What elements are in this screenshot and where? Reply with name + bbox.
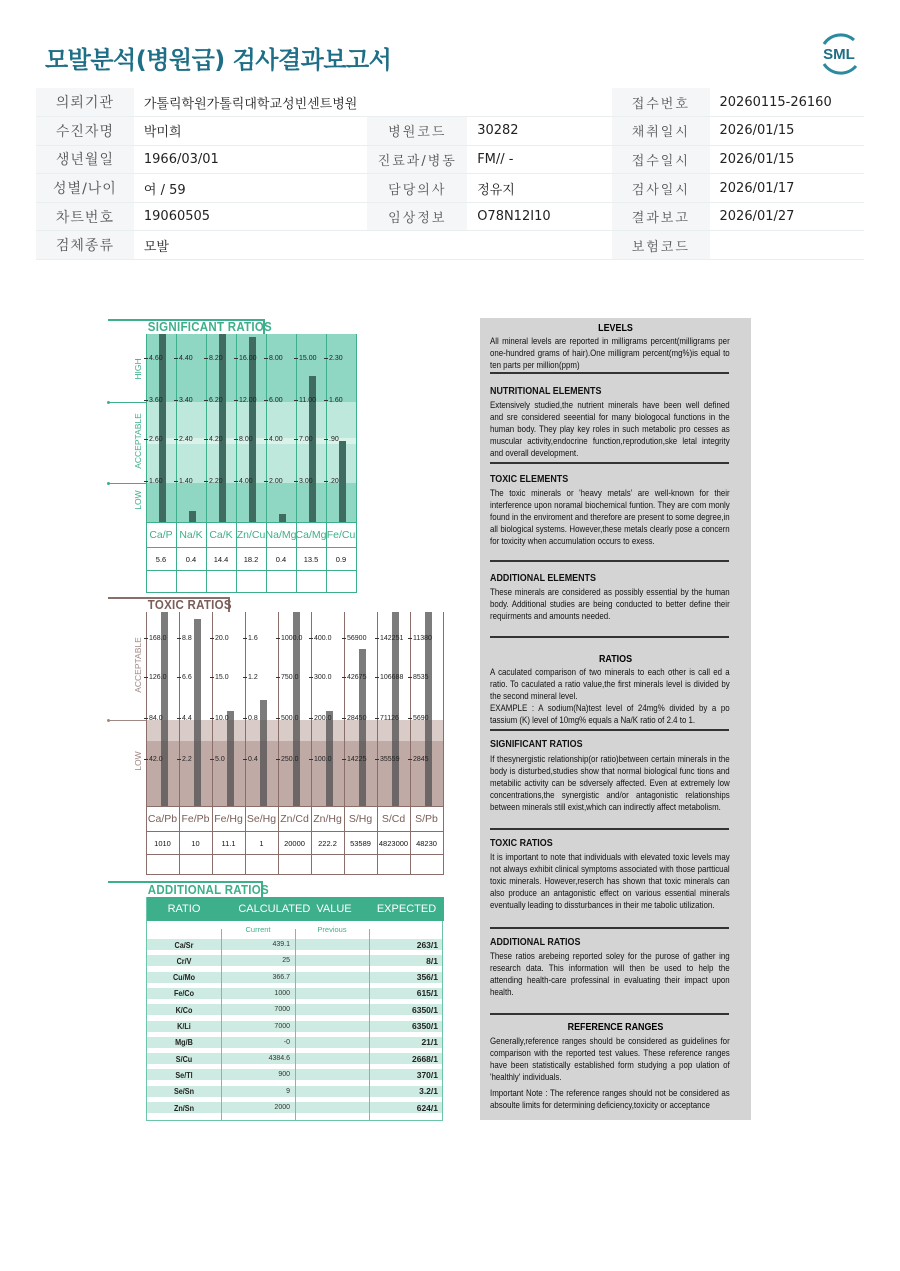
tick-label: 42.0 bbox=[144, 756, 163, 763]
current-value: 7000 bbox=[274, 1022, 290, 1030]
bar-na-k bbox=[189, 511, 196, 522]
header-calculated: CALCULATED VALUE bbox=[238, 903, 352, 915]
value-label: 14.4 bbox=[213, 554, 229, 564]
tick-label: 0.8 bbox=[243, 715, 258, 722]
tick-label: .20 bbox=[324, 478, 339, 485]
divider bbox=[490, 560, 729, 562]
sub-current: Current bbox=[245, 924, 271, 934]
info-label: 생년월일 bbox=[36, 145, 134, 174]
expected-value: 6350/1 bbox=[412, 1004, 438, 1015]
info-row bbox=[36, 88, 864, 117]
tick-label: 2.60 bbox=[144, 436, 163, 443]
tick-label: 4.4 bbox=[177, 715, 192, 722]
category-label: Na/Mg bbox=[265, 529, 297, 541]
info-value: 정유지 bbox=[467, 174, 612, 203]
tick-label: 15.00 bbox=[294, 355, 317, 362]
tick-label: 750.0 bbox=[276, 674, 299, 681]
current-value: 900 bbox=[278, 1071, 290, 1079]
tick-label: 300.0 bbox=[309, 674, 332, 681]
tick-label: 8.00 bbox=[234, 436, 253, 443]
significant-ratios-chart bbox=[133, 334, 356, 592]
zone-marker-dot bbox=[107, 401, 110, 404]
tick-label: 20.0 bbox=[210, 635, 229, 642]
value-label: 4823000 bbox=[378, 838, 409, 848]
value-label: 1010 bbox=[154, 838, 171, 848]
tick-label: 28450 bbox=[342, 715, 366, 722]
column-divider bbox=[356, 334, 357, 592]
ratio-name: Se/Tl bbox=[175, 1069, 193, 1080]
toxr-text: It is important to note that individuals with elevated toxic levels may not always exhibit clinical symptoms associated with those partticual toxic minerals. However,reserch has shown that toxic minerals can also produce an antagonistic effect on various essential minerals eventually leading to dissturbances in their me tabolic utilization. bbox=[490, 852, 730, 910]
column-divider bbox=[369, 929, 370, 1120]
info-label: 진료과/병동 bbox=[367, 145, 467, 174]
tick-label: 106688 bbox=[375, 674, 403, 681]
zone-marker bbox=[108, 720, 146, 721]
info-label: 차트번호 bbox=[36, 202, 134, 231]
ratio-name: Ca/Sr bbox=[174, 939, 194, 950]
info-empty bbox=[367, 88, 467, 117]
tick-label: 1000.0 bbox=[276, 635, 302, 642]
info-value: 20260115-26160 bbox=[710, 88, 865, 117]
category-label: S/Hg bbox=[348, 813, 373, 825]
ratios-text: A caculated comparison of two minerals to each other is call ed a ratio. To caculated a ratio value,the first minerals level is divided by the second mineral level. bbox=[490, 667, 730, 701]
info-value: O78N12I10 bbox=[467, 202, 612, 231]
value-label: 53589 bbox=[350, 838, 371, 848]
additional-text: These minerals are considered as possibly essential by the human body. Additional studies are being conducted to better define their requirments and amounts needed. bbox=[490, 587, 730, 621]
header-expected: EXPECTED bbox=[376, 903, 437, 915]
info-value: 모발 bbox=[134, 231, 368, 260]
sig-title: SIGNIFICANT RATIOS bbox=[147, 320, 272, 334]
category-label: Zn/Hg bbox=[313, 813, 342, 825]
category-label: Se/Hg bbox=[246, 813, 277, 825]
previous-value bbox=[296, 1067, 364, 1082]
category-label: Fe/Pb bbox=[181, 813, 210, 825]
value-label: 13.5 bbox=[303, 554, 319, 564]
info-row bbox=[36, 231, 864, 260]
category-label: S/Cd bbox=[381, 813, 406, 825]
info-value: 박미희 bbox=[134, 117, 368, 146]
tick-label: 500.0 bbox=[276, 715, 299, 722]
category-label: Ca/Pb bbox=[147, 813, 178, 825]
value-label: 10 bbox=[191, 838, 200, 848]
value-label: 11.1 bbox=[221, 838, 236, 848]
expected-value: 2668/1 bbox=[412, 1053, 438, 1064]
tick-label: 3.60 bbox=[144, 397, 163, 404]
previous-value bbox=[296, 1002, 364, 1017]
levels-heading: LEVELS bbox=[598, 322, 633, 334]
info-row bbox=[36, 202, 864, 231]
ratio-name: Cu/Mo bbox=[172, 972, 196, 983]
divider bbox=[490, 372, 729, 374]
divider bbox=[490, 828, 729, 830]
nutritional-text: Extensively studied,the nutrient minerals have been well defined and sre considered seeential for many biologocal functions in the human body. They play key roles in such metabolic pro cesses as muscular activity,endocrine function,reprodution,ske letal integrity and overall development. bbox=[490, 400, 730, 458]
ratio-name: Fe/Co bbox=[173, 988, 195, 999]
zone-label-acceptable: ACCEPTABLE bbox=[133, 413, 143, 469]
zone-label-high: HIGH bbox=[133, 358, 143, 380]
tick-label: 6.00 bbox=[264, 397, 283, 404]
ratio-name: K/Co bbox=[175, 1004, 193, 1015]
previous-value bbox=[296, 970, 364, 985]
tick-label: 0.4 bbox=[243, 756, 258, 763]
tick-label: 10.0 bbox=[210, 715, 229, 722]
info-label: 채취일시 bbox=[612, 117, 709, 146]
info-label: 성별/나이 bbox=[36, 174, 134, 203]
tick-label: .90 bbox=[324, 436, 339, 443]
tick-label: 1.60 bbox=[144, 478, 163, 485]
bar-fe-pb bbox=[194, 619, 201, 806]
zone-marker bbox=[108, 483, 146, 484]
value-label: 5.6 bbox=[155, 554, 167, 564]
column-divider bbox=[443, 612, 444, 874]
tick-label: 8535 bbox=[408, 674, 429, 681]
zone-marker-dot bbox=[107, 719, 110, 722]
sig-text: If thesynergistic relationship(or ratio)between certain minerals in the body is disturbed,studies show that normal biological func tions and metabilic activity can be sdversely affected. Even at extremely low concentrations,the synergistic and/or antagonistic relationships between minerals still exist,which can indirectly affect metabolism. bbox=[490, 754, 730, 812]
info-label: 임상정보 bbox=[367, 202, 467, 231]
tick-label: 5690 bbox=[408, 715, 429, 722]
info-label: 검체종류 bbox=[36, 231, 134, 260]
category-label: Fe/Cu bbox=[326, 529, 356, 541]
bar-fe-cu bbox=[339, 441, 346, 522]
tick-label: 8.8 bbox=[177, 635, 192, 642]
info-value: 가톨릭학원가톨릭대학교성빈센트병원 bbox=[134, 88, 368, 117]
category-label: Fe/Hg bbox=[214, 813, 243, 825]
zone-label-low: LOW bbox=[133, 751, 143, 771]
expected-value: 356/1 bbox=[416, 972, 438, 983]
divider bbox=[490, 1013, 729, 1015]
nutritional-heading: NUTRITIONAL ELEMENTS bbox=[490, 385, 602, 397]
bar-s-hg bbox=[359, 649, 366, 806]
info-label: 담당의사 bbox=[367, 174, 467, 203]
tick-label: 15.0 bbox=[210, 674, 229, 681]
current-value: 366.7 bbox=[272, 973, 290, 981]
levels-text: All mineral levels are reported in milligrams percent(milligrams per one-hundred grams of hair).One milligram percent(mg%)is equal to ten parts per million(ppm) bbox=[490, 336, 730, 370]
tick-label: 16.00 bbox=[234, 355, 257, 362]
tick-label: 2845 bbox=[408, 756, 429, 763]
info-value: 19060505 bbox=[134, 202, 368, 231]
tick-label: 6.20 bbox=[204, 397, 223, 404]
tick-label: 400.0 bbox=[309, 635, 332, 642]
divider bbox=[490, 927, 729, 929]
info-value: 30282 bbox=[467, 117, 612, 146]
tick-label: 250.0 bbox=[276, 756, 299, 763]
category-label: Zn/Cd bbox=[280, 813, 309, 825]
tick-label: 2.00 bbox=[264, 478, 283, 485]
page-title: 모발분석(병원급) 검사결과보고서 bbox=[45, 46, 392, 74]
tick-label: 8.20 bbox=[204, 355, 223, 362]
category-label: Na/K bbox=[179, 529, 203, 541]
tick-label: 5.0 bbox=[210, 756, 225, 763]
info-label: 보험코드 bbox=[612, 231, 709, 260]
current-value: 9 bbox=[286, 1087, 290, 1095]
tick-label: 11380 bbox=[408, 635, 432, 642]
current-value: 439.1 bbox=[272, 941, 290, 948]
sig-heading: SIGNIFICANT RATIOS bbox=[490, 738, 583, 750]
category-label: Zn/Cu bbox=[236, 529, 266, 541]
ratios-example: EXAMPLE : A sodium(Na)test level of 24mg% divided by a po tassium (K) level of 10mg% equals a Na/K ratio of 2.4 to 1. bbox=[490, 703, 730, 725]
info-row bbox=[36, 145, 864, 174]
tick-label: 1.60 bbox=[324, 397, 343, 404]
ratio-name: Zn/Sn bbox=[173, 1102, 195, 1113]
info-value: 1966/03/01 bbox=[134, 145, 368, 174]
value-label: 0.4 bbox=[185, 554, 197, 564]
tick-label: 4.60 bbox=[144, 355, 163, 362]
previous-value bbox=[296, 986, 364, 1001]
category-label: Ca/P bbox=[149, 529, 173, 541]
tick-label: 11.00 bbox=[294, 397, 316, 404]
toxr-heading: TOXIC RATIOS bbox=[490, 837, 553, 849]
info-label: 검사일시 bbox=[612, 174, 709, 203]
tick-label: 1.2 bbox=[243, 674, 258, 681]
previous-value bbox=[296, 953, 364, 968]
bar-na-mg bbox=[279, 514, 286, 522]
table-header bbox=[147, 897, 444, 921]
bar-ca-k bbox=[219, 334, 226, 522]
expected-value: 615/1 bbox=[416, 988, 438, 999]
tick-label: 3.00 bbox=[294, 478, 313, 485]
expected-value: 3.2/1 bbox=[419, 1086, 438, 1097]
tick-label: 84.0 bbox=[144, 715, 163, 722]
info-label: 결과보고 bbox=[612, 202, 709, 231]
current-value: 1000 bbox=[274, 989, 290, 997]
explanation-panel bbox=[480, 318, 751, 1120]
info-row bbox=[36, 117, 864, 146]
additional-ratios-table bbox=[146, 897, 443, 1121]
current-value: 2000 bbox=[274, 1104, 290, 1111]
info-value bbox=[710, 231, 865, 260]
previous-value bbox=[296, 1084, 364, 1099]
tick-label: 168.0 bbox=[144, 635, 167, 642]
current-value: 4384.6 bbox=[268, 1055, 290, 1063]
tick-label: 14225 bbox=[342, 756, 366, 763]
info-value: 여 / 59 bbox=[134, 174, 368, 203]
info-row bbox=[36, 174, 864, 203]
tick-label: 4.40 bbox=[174, 355, 193, 362]
info-label: 접수일시 bbox=[612, 145, 709, 174]
toxic-heading: TOXIC ELEMENTS bbox=[490, 473, 569, 485]
info-label: 접수번호 bbox=[612, 88, 709, 117]
tick-label: 35559 bbox=[375, 756, 399, 763]
tick-label: 8.00 bbox=[264, 355, 283, 362]
ratio-name: S/Cu bbox=[175, 1053, 193, 1064]
tick-label: 4.00 bbox=[234, 478, 253, 485]
tick-label: 1.6 bbox=[243, 635, 258, 642]
toxic-ratios-chart bbox=[133, 612, 443, 874]
ref-note: Important Note : The reference ranges should not be considered as absoulte limits for determining deficiency,toxicity or acceptance bbox=[490, 1088, 730, 1110]
info-empty bbox=[467, 231, 612, 260]
current-value: 7000 bbox=[274, 1006, 290, 1014]
row-divider bbox=[146, 592, 357, 593]
ref-text: Generally,reference ranges should be considered as guidelines for comparison with the reported test values. These reference ranges have been statistically established form studying a pop ulation of 'healthly' individuals. bbox=[490, 1036, 730, 1082]
zone-marker-dot bbox=[107, 482, 110, 485]
row-divider bbox=[146, 874, 444, 875]
bar-ca-p bbox=[159, 334, 166, 522]
tick-label: 4.20 bbox=[204, 436, 223, 443]
zone-label-acceptable: ACCEPTABLE bbox=[133, 637, 143, 693]
tick-label: 56900 bbox=[342, 635, 366, 642]
previous-value bbox=[296, 937, 364, 952]
info-empty bbox=[367, 231, 467, 260]
category-label: Ca/K bbox=[209, 529, 233, 541]
ratios-heading: RATIOS bbox=[598, 653, 633, 665]
value-label: 20000 bbox=[284, 838, 305, 848]
tick-label: 126.0 bbox=[144, 674, 167, 681]
value-label: 222.2 bbox=[318, 838, 337, 848]
ratio-name: K/Li bbox=[177, 1021, 191, 1031]
expected-value: 263/1 bbox=[416, 939, 438, 950]
expected-value: 370/1 bbox=[416, 1069, 438, 1080]
tick-label: 71126 bbox=[375, 715, 399, 722]
ratio-name: Se/Sn bbox=[173, 1086, 195, 1097]
current-value: 25 bbox=[282, 957, 290, 965]
toxic-text: The toxic minerals or 'heavy metals' are well-known for their interference upon noramal biochemical funtion. They are com monly found in the enviroment and therefore are present to some degree,in all biological systems. However,these metals clearly pose a concern for toxicity when accumulation occurs to exess. bbox=[490, 488, 730, 546]
column-divider bbox=[221, 929, 222, 1120]
info-label: 병원코드 bbox=[367, 117, 467, 146]
tick-label: 2.30 bbox=[324, 355, 343, 362]
ratio-name: Cr/V bbox=[176, 955, 192, 966]
column-divider bbox=[295, 929, 296, 1120]
additional-heading: ADDITIONAL ELEMENTS bbox=[490, 572, 596, 584]
zone-marker bbox=[108, 402, 146, 403]
previous-value bbox=[296, 1100, 364, 1115]
tick-label: 2.20 bbox=[204, 478, 223, 485]
current-value: -0 bbox=[283, 1038, 290, 1046]
tick-label: 7.00 bbox=[294, 436, 313, 443]
svg-text:SML: SML bbox=[823, 46, 855, 63]
expected-value: 624/1 bbox=[416, 1102, 438, 1113]
expected-value: 6350/1 bbox=[412, 1021, 438, 1031]
bar-zn-cu bbox=[249, 337, 256, 522]
tick-label: 6.6 bbox=[177, 674, 192, 681]
divider bbox=[490, 636, 729, 638]
category-label: Ca/Mg bbox=[295, 529, 327, 541]
previous-value bbox=[296, 1019, 364, 1034]
ref-heading: REFERENCE RANGES bbox=[567, 1021, 664, 1033]
bar-fe-hg bbox=[227, 711, 234, 806]
previous-value bbox=[296, 1035, 364, 1050]
tick-label: 2.40 bbox=[174, 436, 193, 443]
value-label: 48230 bbox=[416, 838, 437, 848]
sml-logo bbox=[816, 30, 862, 76]
info-value: FM// - bbox=[467, 145, 612, 174]
info-empty bbox=[467, 88, 612, 117]
value-label: 18.2 bbox=[243, 554, 259, 564]
header-ratio: RATIO bbox=[167, 903, 201, 915]
previous-value bbox=[296, 1051, 364, 1066]
row-divider bbox=[146, 854, 444, 855]
sub-previous: Previous bbox=[317, 924, 347, 934]
tick-label: 12.00 bbox=[234, 397, 257, 404]
tick-label: 1.40 bbox=[174, 478, 193, 485]
bar-se-hg bbox=[260, 700, 267, 807]
ratio-name: Mg/B bbox=[175, 1037, 193, 1048]
info-label: 수진자명 bbox=[36, 117, 134, 146]
tick-label: 3.40 bbox=[174, 397, 193, 404]
expected-value: 21/1 bbox=[421, 1037, 438, 1048]
expected-value: 8/1 bbox=[426, 955, 438, 966]
info-value: 2026/01/17 bbox=[710, 174, 865, 203]
info-value: 2026/01/15 bbox=[710, 145, 865, 174]
info-value: 2026/01/15 bbox=[710, 117, 865, 146]
value-label: 1 bbox=[259, 838, 264, 848]
addr-text: These ratios arebeing reported soley for the purose of gather ing research data. This information will then be used to help the attending health-care professinal in evaluating their impact upon health. bbox=[490, 951, 730, 997]
info-value: 2026/01/27 bbox=[710, 202, 865, 231]
tick-label: 100.0 bbox=[309, 756, 332, 763]
tick-label: 42675 bbox=[342, 674, 366, 681]
tick-label: 2.2 bbox=[177, 756, 192, 763]
tick-label: 4.00 bbox=[264, 436, 283, 443]
value-label: 0.9 bbox=[335, 554, 347, 564]
value-label: 0.4 bbox=[275, 554, 287, 564]
tick-label: 200.0 bbox=[309, 715, 332, 722]
info-label: 의뢰기관 bbox=[36, 88, 134, 117]
addr-heading: ADDITIONAL RATIOS bbox=[490, 936, 581, 948]
zone-label-low: LOW bbox=[133, 490, 143, 510]
tox-title: TOXIC RATIOS bbox=[147, 598, 232, 612]
row-divider bbox=[146, 570, 357, 571]
divider bbox=[490, 729, 729, 731]
tick-label: 142251 bbox=[375, 635, 403, 642]
patient-info-table bbox=[36, 88, 864, 260]
add-title: ADDITIONAL RATIOS bbox=[147, 883, 269, 897]
divider bbox=[490, 462, 729, 464]
category-label: S/Pb bbox=[415, 813, 438, 825]
